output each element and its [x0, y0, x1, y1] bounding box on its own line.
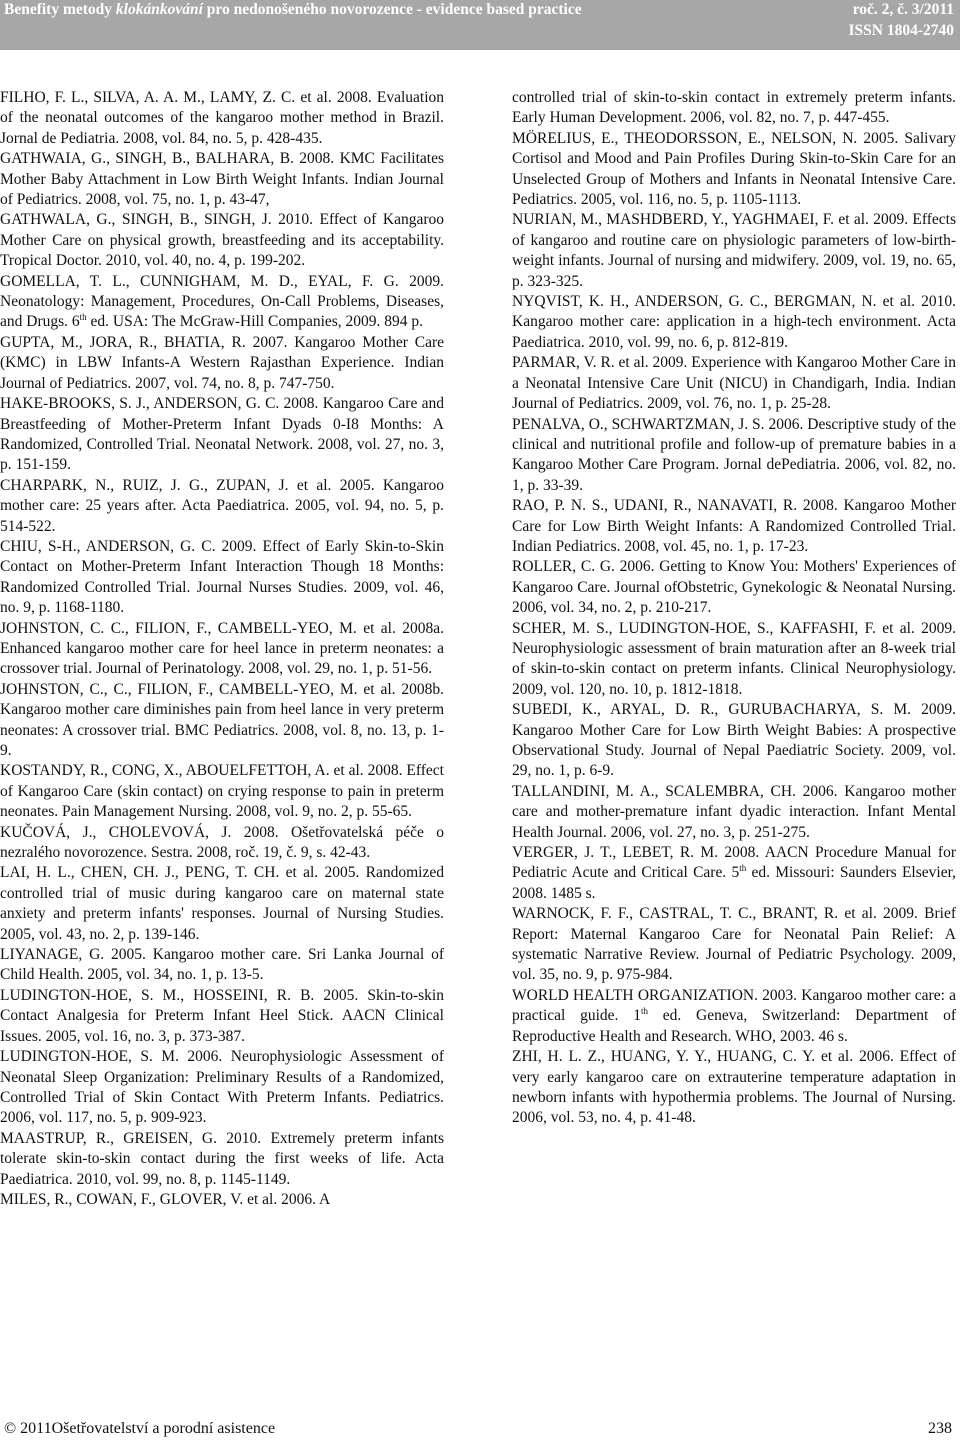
reference-entry: GATHWAIA, G., SINGH, B., BALHARA, B. 2008. KMC Facilitates Mother Baby Attachment in Low Birth Weight Infants. Indian Journal of Pediatrics. 2008, vol. 75, no. 1, p. 43-47,	[0, 150, 444, 209]
reference-entry: MAASTRUP, R., GREISEN, G. 2010. Extremely preterm infants tolerate skin-to-skin contact during the first weeks of life. Acta Paediatrica. 2010, vol. 99, no. 8, p. 1145-1149.	[0, 1129, 444, 1188]
reference-entry: LIYANAGE, G. 2005. Kangaroo mother care. Sri Lanka Journal of Child Health. 2005, vol. 34, no. 1, p. 13-5.	[0, 946, 444, 984]
reference-entry: GUPTA, M., JORA, R., BHATIA, R. 2007. Kangaroo Mother Care (KMC) in LBW Infants-A Western Rajasthan Experience. Indian Journal of Pediatrics. 2007, vol. 74, no. 8, p. 747-750.	[0, 333, 444, 392]
reference-entry: NURIAN, M., MASHDBERD, Y., YAGHMAEI, F. et al. 2009. Effects of kangaroo and routine care on physiologic parameters of low-birth-weight infants. Journal of nursing and midwifery. 2009, vol. 19, no. 65, p. 323-325.	[512, 211, 956, 290]
reference-entry: NYQVIST, K. H., ANDERSON, G. C., BERGMAN, N. et al. 2010. Kangaroo mother care: application in a high-tech environment. Acta Paediatrica. 2010, vol. 99, no. 6, p. 812-819.	[512, 293, 956, 351]
reference-entry: PARMAR, V. R. et al. 2009. Experience with Kangaroo Mother Care in a Neonatal Intensive Care Unit (NICU) in Chandigarh, India. Indian Journal of Pediatrics. 2009, vol. 76, no. 1, p. 25-28.	[512, 354, 956, 413]
reference-entry: PENALVA, O., SCHWARTZMAN, J. S. 2006. Descriptive study of the clinical and nutritional profile and follow-up of premature babies in a Kangaroo Mother Care Program. Jornal dePediatria. 2006, vol. 82, no. 1, p. 33-39.	[512, 415, 956, 494]
reference-entry: ROLLER, C. G. 2006. Getting to Know You: Mothers' Experiences of Kangaroo Care. Journal ofObstetric, Gynekologic & Neonatal Nursing. 2006, vol. 34, no. 2, p. 210-217.	[512, 558, 956, 617]
reference-entry: VERGER, J. T., LEBET, R. M. 2008. AACN Procedure Manual for Pediatric Acute and Critical Care. 5th ed. Missouri: Saunders Elsevier, 2008. 1485 s.	[512, 844, 956, 902]
reference-entry: controlled trial of skin-to-skin contact in extremely preterm infants. Early Human Development. 2006, vol. 82, no. 7, p. 447-455.	[512, 89, 956, 127]
title-suffix: pro nedonošeného novorozence - evidence based practice	[202, 1, 582, 18]
reference-entry: GOMELLA, T. L., CUNNIGHAM, M. D., EYAL, F. G. 2009. Neonatology: Management, Procedures, On-Call Problems, Diseases, and Drugs. 6th ed. USA: The McGraw-Hill Companies, 2009. 894 p.	[0, 272, 444, 331]
reference-entry: LAI, H. L., CHEN, CH. J., PENG, T. CH. et al. 2005. Randomized controlled trial of music during kangaroo care on maternal state anxiety and preterm infants' responses. Journal of Nursing Studies. 2005, vol. 43, no. 2, p. 139-146.	[0, 864, 444, 943]
reference-entry: GATHWALA, G., SINGH, B., SINGH, J. 2010. Effect of Kangaroo Mother Care on physical growth, breastfeeding and its acceptability. Tropical Doctor. 2010, vol. 40, no. 4, p. 199-202.	[0, 211, 444, 270]
reference-entry: CHARPARK, N., RUIZ, J. G., ZUPAN, J. et al. 2005. Kangaroo mother care: 25 years after. Acta Paediatrica. 2005, vol. 94, no. 5, p. 514-522.	[0, 476, 444, 535]
reference-entry: JOHNSTON, C., C., FILION, F., CAMBELL-YEO, M. et al. 2008b. Kangaroo mother care diminishes pain from heel lance in very preterm neonates: A crossover trial. BMC Pediatrics. 2008, vol. 8, no. 13, p. 1-9.	[0, 680, 444, 759]
reference-entry: SUBEDI, K., ARYAL, D. R., GURUBACHARYA, S. M. 2009. Kangaroo Mother Care for Low Birth Weight Babies: A prospective Observational Study. Journal of Nepal Paediatric Society. 2009, vol. 29, no. 1, p. 6-9.	[512, 701, 956, 780]
reference-entry: MÖRELIUS, E., THEODORSSON, E., NELSON, N. 2005. Salivary Cortisol and Mood and Pain Profiles During Skin-to-Skin Care for an Unselected Group of Mothers and Infants in Neonatal Intensive Care. Pediatrics. 2005, vol. 116, no. 5, p. 1105-1113.	[512, 129, 956, 209]
references-right-column	[512, 88, 956, 1129]
reference-entry: JOHNSTON, C. C., FILION, F., CAMBELL-YEO, M. et al. 2008a. Enhanced kangaroo mother care for heel lance in preterm neonates: a crossover trial. Journal of Perinatology. 2008, vol. 29, no. 1, p. 51-56.	[0, 619, 444, 678]
journal-article-title	[4, 1, 582, 19]
title-prefix: Benefity metody	[4, 1, 116, 18]
running-header	[0, 0, 960, 50]
reference-entry: CHIU, S-H., ANDERSON, G. C. 2009. Effect of Early Skin-to-Skin Contact on Mother-Preterm Infant Interaction Though 18 Months: Randomized Controlled Trial. Journal Nurses Studies. 2009, vol. 46, no. 9, p. 1168-1180.	[0, 537, 444, 617]
reference-entry: LUDINGTON-HOE, S. M., HOSSEINI, R. B. 2005. Skin-to-skin Contact Analgesia for Preterm Infant Heel Stick. AACN Clinical Issues. 2005, vol. 16, no. 3, p. 373-387.	[0, 986, 444, 1045]
reference-entry: WORLD HEALTH ORGANIZATION. 2003. Kangaroo mother care: a practical guide. 1th ed. Geneva, Switzerland: Department of Reproductive Health and Research. WHO, 2003. 46 s.	[512, 986, 956, 1045]
issn: ISSN 1804-2740	[848, 22, 954, 39]
footer-copyright: © 2011Ošetřovatelství a porodní asistence	[4, 1420, 276, 1437]
title-italic-term: klokánkování	[115, 1, 203, 18]
reference-entry: RAO, P. N. S., UDANI, R., NANAVATI, R. 2008. Kangaroo Mother Care for Low Birth Weight Infants: A Randomized Controlled Trial. Indian Pediatrics. 2008, vol. 45, no. 1, p. 17-23.	[512, 497, 956, 555]
reference-entry: HAKE-BROOKS, S. J., ANDERSON, G. C. 2008. Kangaroo Care and Breastfeeding of Mother-Preterm Infant Dyads 0-I8 Months: A Randomized, Controlled Trial. Neonatal Network. 2008, vol. 27, no. 3, p. 151-159.	[0, 395, 444, 474]
page-footer	[0, 1420, 960, 1442]
reference-entry: MILES, R., COWAN, F., GLOVER, V. et al. 2006. A	[0, 1190, 331, 1208]
references-left-column	[0, 88, 444, 1210]
reference-entry: TALLANDINI, M. A., SCALEMBRA, CH. 2006. Kangaroo mother care and mother-premature infant dyadic interaction. Infant Mental Health Journal. 2006, vol. 27, no. 3, p. 251-275.	[512, 782, 956, 841]
reference-entry: KUČOVÁ, J., CHOLEVOVÁ, J. 2008. Ošetřovatelská péče o nezralého novorozence. Sestra. 2008, roč. 19, č. 9, s. 42-43.	[0, 823, 444, 862]
page-number: 238	[928, 1420, 952, 1437]
reference-entry: KOSTANDY, R., CONG, X., ABOUELFETTOH, A. et al. 2008. Effect of Kangaroo Care (skin contact) on crying response to pain in preterm neonates. Pain Management Nursing. 2008, vol. 9, no. 2, p. 55-65.	[0, 762, 444, 821]
reference-entry: SCHER, M. S., LUDINGTON-HOE, S., KAFFASHI, F. et al. 2009. Neurophysiologic assessment of brain maturation after an 8-week trial of skin-to-skin contact on preterm infants. Clinical Neurophysiology. 2009, vol. 120, no. 10, p. 1812-1818.	[512, 619, 956, 698]
reference-entry: FILHO, F. L., SILVA, A. A. M., LAMY, Z. C. et al. 2008. Evaluation of the neonatal outcomes of the kangaroo mother method in Brazil. Jornal de Pediatria. 2008, vol. 84, no. 5, p. 428-435.	[0, 89, 444, 147]
reference-entry: ZHI, H. L. Z., HUANG, Y. Y., HUANG, C. Y. et al. 2006. Effect of very early kangaroo care on extrauterine temperature adaptation in newborn infants with hypothermia problems. The Journal of Nursing. 2006, vol. 53, no. 4, p. 41-48.	[512, 1048, 956, 1127]
issue-number: roč. 2, č. 3/2011	[852, 1, 954, 18]
reference-entry: LUDINGTON-HOE, S. M. 2006. Neurophysiologic Assessment of Neonatal Sleep Organization: Preliminary Results of a Randomized, Controlled Trial of Skin Contact With Preterm Infants. Pediatrics. 2006, vol. 117, no. 5, p. 909-923.	[0, 1048, 444, 1127]
reference-entry: WARNOCK, F. F., CASTRAL, T. C., BRANT, R. et al. 2009. Brief Report: Maternal Kangaroo Care for Neonatal Pain Relief: A systematic Narrative Review. Journal of Pediatric Psychology. 2009, vol. 35, no. 9, p. 975-984.	[512, 905, 956, 984]
